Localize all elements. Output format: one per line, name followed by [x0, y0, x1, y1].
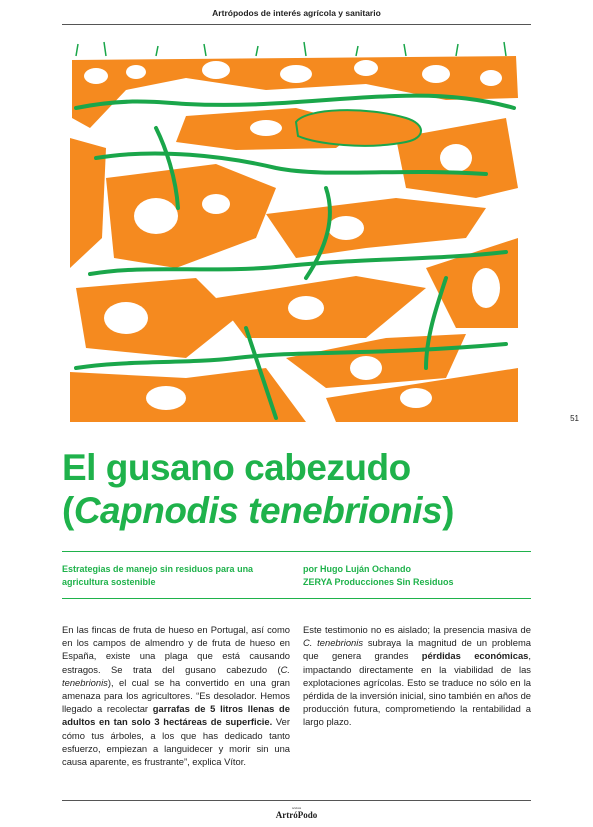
right-text-2: subraya la magnitud de un problema que genera grandes — [303, 637, 531, 662]
byline-org: ZERYA Producciones Sin Residuos — [303, 577, 454, 587]
title-open-paren: ( — [62, 490, 74, 531]
left-text-3: Ver cómo tus árboles, a los que has dedicado tanto esfuerzo, empiezan a languidecer y morir sin una causa aparente, es frustrante”, explica Vítor. — [62, 716, 290, 768]
title-line-1: El gusano cabezudo — [62, 447, 411, 488]
right-text-3: , impactando directamente en la viabilidad de las explotaciones agrícolas. Esto se traduce no sólo en la pérdida de la inversión inicial, sino también en años de producción futura, comprometiendo la rentabilidad a largo plazo. — [303, 650, 531, 728]
magazine-logo — [0, 807, 593, 820]
page-number: 51 — [570, 414, 579, 423]
byline-author: por Hugo Luján Ochando — [303, 564, 411, 574]
title-close-paren: ) — [442, 490, 454, 531]
logo-small-text: revista — [291, 806, 302, 810]
footer-divider — [62, 800, 531, 801]
top-green-rule — [62, 551, 531, 552]
article-title — [62, 446, 542, 532]
right-text-1: Este testimonio no es aislado; la presencia masiva de — [303, 624, 531, 635]
left-text-1: En las fincas de fruta de hueso en Portugal, así como en los campos de almendro y de fruta de hueso en España, existe una plaga que está causando estragos. Se trata del gusano cabezudo ( — [62, 624, 290, 675]
byline — [303, 563, 523, 589]
logo-text: ArtróPodo — [275, 810, 318, 820]
title-scientific-name: Capnodis tenebrionis — [73, 490, 443, 531]
body-column-left — [62, 623, 290, 768]
soil-burrows-illustration — [66, 38, 522, 422]
bottom-green-rule — [62, 598, 531, 599]
running-header: Artrópodos de interés agrícola y sanitario — [212, 8, 381, 18]
left-text-2: ), el cual se ha convertido en una gran amenaza para los agricultores. “Es desolador. Hemos llegado a recolectar — [62, 676, 290, 715]
article-subtitle: Estrategias de manejo sin residuos para una agricultura sostenible — [62, 564, 254, 587]
left-italic-name: C. tenebrionis — [62, 663, 290, 688]
left-bold-text: garrafas de 5 litros llenas de adultos en tan solo 3 hectáreas de superficie. — [62, 703, 290, 728]
right-italic-name: C. tenebrionis — [303, 637, 364, 649]
body-column-right — [303, 623, 531, 729]
right-bold-text: pérdidas económicas — [421, 650, 529, 662]
header-divider — [62, 24, 531, 25]
